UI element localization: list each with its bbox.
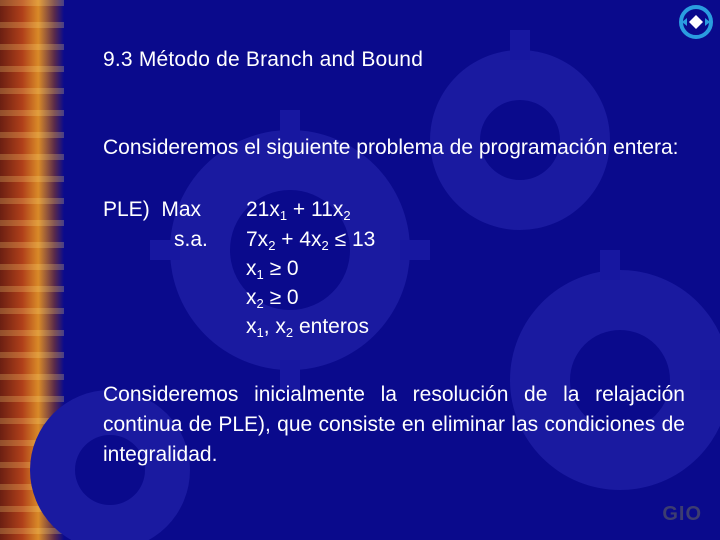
gio-logo: GIO	[662, 503, 702, 525]
intro-text: Consideremos el siguiente problema de programación entera:	[103, 136, 679, 159]
constraint-2: $x_1 \ge 0$	[246, 257, 299, 282]
ple-label: PLE)	[103, 198, 150, 221]
navigation-icon[interactable]	[678, 4, 714, 40]
objective-function: $21x_1 + 11x_2$	[246, 198, 351, 223]
page-title: 9.3 Método de Branch and Bound	[103, 48, 424, 71]
subject-to-label: s.a.	[174, 228, 208, 251]
constraint-1: $7x_2 + 4x_2 \le 13$	[246, 228, 376, 253]
ple-label-row	[103, 198, 201, 222]
constraint-3: $x_2 \ge 0$	[246, 286, 299, 311]
constraint-4: $x_1$, $x_2$ enteros	[246, 315, 370, 340]
max-label: Max	[161, 198, 202, 221]
conclusion-text: Consideremos inicialmente la resolución de la relajación continua de PLE), que consiste en eliminar las condiciones de integralidad.	[103, 383, 685, 466]
